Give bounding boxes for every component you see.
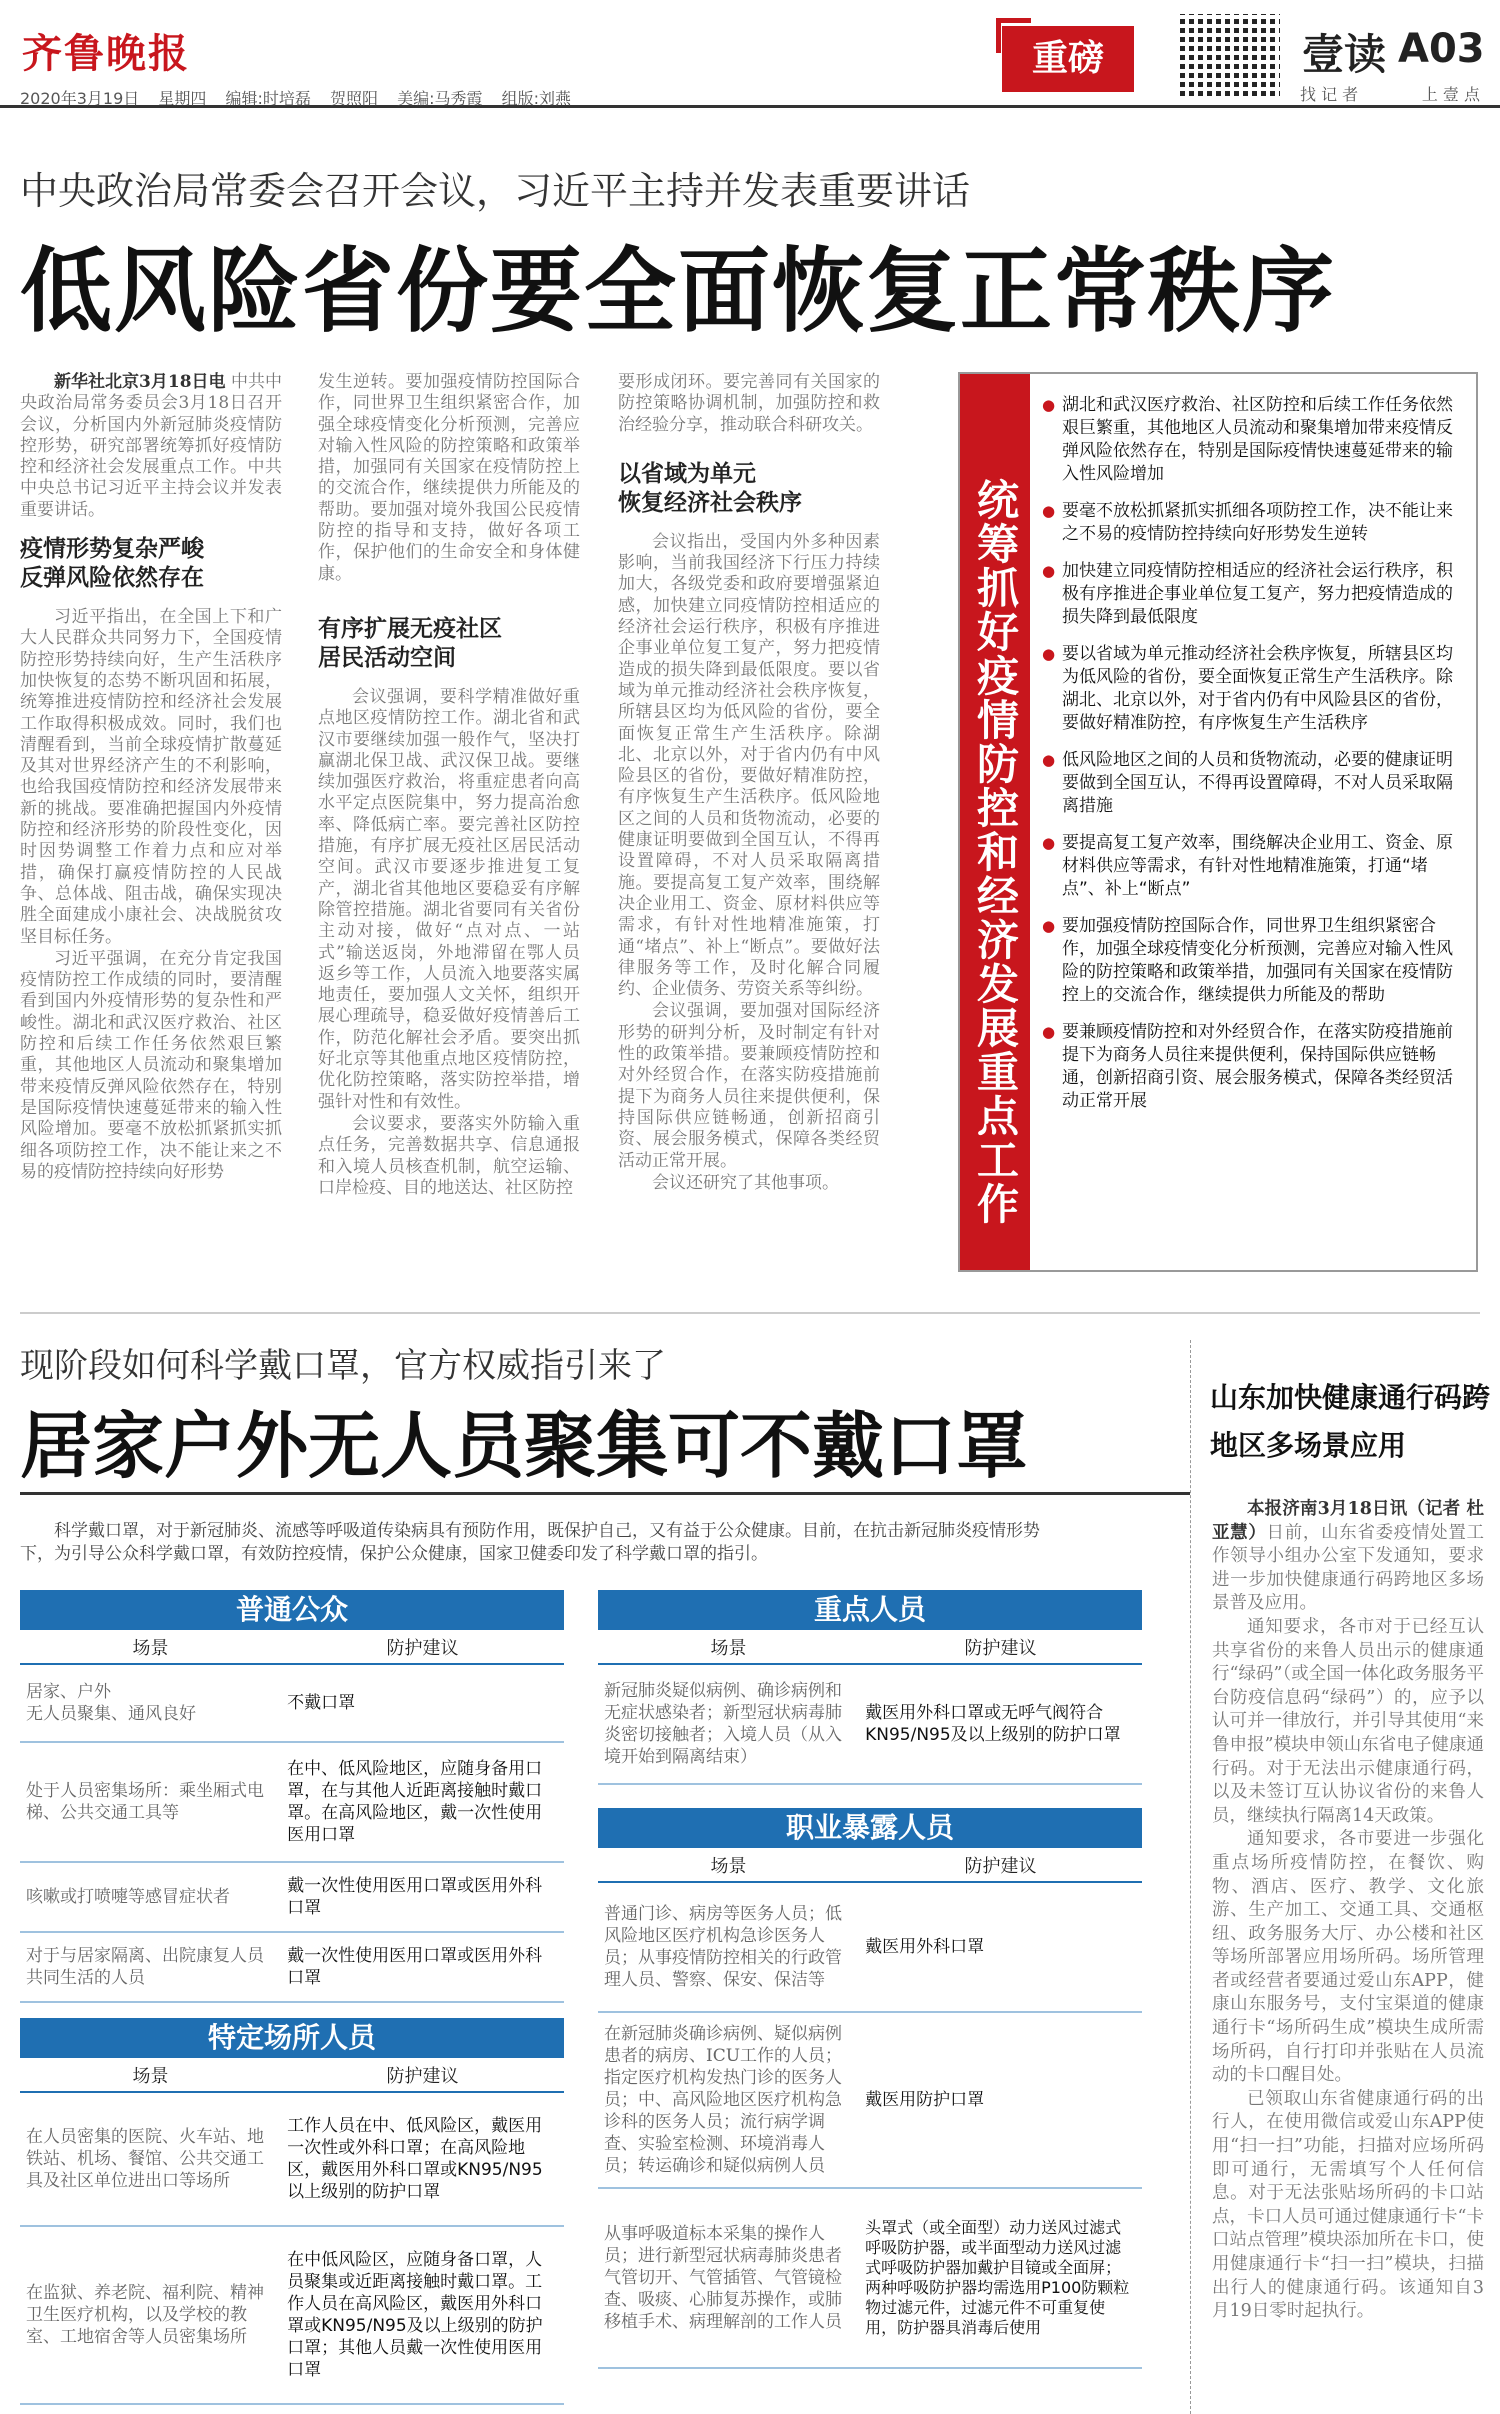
guidance-table	[598, 1848, 1142, 2369]
key-point-item: ● 加快建立同疫情防控相适应的经济社会运行秩序，积极有序推进企事业单位复工复产，努力把疫情造成的损失降到最低限度	[1042, 560, 1468, 629]
scene-cell: 居家、户外 无人员聚集、通风良好	[20, 1664, 281, 1742]
key-points-box	[958, 372, 1478, 1272]
table-row	[20, 2226, 564, 2404]
column-header: 防护建议	[859, 1848, 1142, 1882]
column-header: 防护建议	[281, 2058, 564, 2092]
masthead	[0, 0, 1500, 108]
story1-subhead: 有序扩展无疫社区 居民活动空间	[318, 615, 502, 671]
proofreader-credit: 组版:刘燕	[501, 89, 571, 108]
advice-cell: 头罩式（或全面型）动力送风过滤式呼吸防护器，或半面型动力送风过滤式呼吸防护器加戴护目镜或全面屏；两种呼吸防护器均需选用P100防颗粒物过滤元件，过滤元件不可重复使用，防护器具消毒后使用	[859, 2188, 1142, 2368]
reporter-label: 找 记 者	[1300, 85, 1359, 104]
story2-headline: 居家户外无人员聚集可不戴口罩	[20, 1404, 1029, 1488]
story1-column-2	[318, 372, 580, 1272]
page-section-name: 壹读	[1302, 30, 1387, 79]
mask-table-key-people	[598, 1590, 1142, 1785]
scene-cell: 普通门诊、病房等医务人员；低风险地区医疗机构急诊医务人员；从事疫情防控相关的行政管理人员、警察、保安、保洁等	[598, 1882, 859, 2012]
table-row	[20, 1932, 564, 2002]
sidebar-para: 通知要求，各市要进一步强化重点场所疫情防控，在餐饮、购物、酒店、医疗、教学、文化旅游、生产加工、交通工具、交通枢纽、政务服务大厅、办公楼和社区等场所部署应用场所码。场所管理者或经营者要通过爱山东APP，健康山东服务号，支付宝渠道的健康通行卡“场所码生成”模块生成所需场所码，自行打印并张贴在人员流动的卡口醒目处。	[1212, 1829, 1484, 2086]
story1-para: 会议强调，要加强对国际经济形势的研判分析，及时制定有针对性的政策举措。要兼顾疫情防控和对外经贸合作，在落实防疫措施前提下为商务人员往来提供便利，保持国际供应链畅通，创新招商引资、展会服务模式，保障各类经贸活动正常开展。	[618, 1001, 880, 1171]
dateline	[20, 86, 585, 109]
column-header: 防护建议	[859, 1630, 1142, 1664]
table-title: 重点人员	[598, 1590, 1142, 1630]
advice-cell: 在中、低风险地区，应随身备用口罩，在与其他人近距离接触时戴口罩。在高风险地区，戴一次性使用医用口罩	[281, 1742, 564, 1862]
story1-para: 中共中央政治局常务委员会3月18日召开会议，分析国内外新冠肺炎疫情防控形势，研究部署统筹抓好疫情防控和经济社会发展重点工作。中共中央总书记习近平主持会议并发表重要讲话。	[20, 372, 282, 520]
scene-cell: 处于人员密集场所：乘坐厢式电梯、公共交通工具等	[20, 1742, 281, 1862]
table-row	[20, 1664, 564, 1742]
advice-cell: 戴一次性使用医用口罩或医用外科口罩	[281, 1862, 564, 1932]
sidebar-title: 山东加快健康通行码跨地区多场景应用	[1210, 1381, 1491, 1462]
guidance-table	[20, 1630, 564, 2003]
story1-subhead: 以省域为单元 恢复经济社会秩序	[618, 460, 802, 516]
table-title: 普通公众	[20, 1590, 564, 1630]
reporter-action: 上 壹 点	[1421, 85, 1480, 104]
key-point-item: ● 要加强疫情防控国际合作，同世界卫生组织紧密合作，加强全球疫情变化分析预测，完善应对输入性风险的防控策略和政策举措，加强同有关国家在疫情防控上的交流合作，继续提供力所能及的帮助	[1042, 915, 1468, 1007]
advice-cell: 不戴口罩	[281, 1664, 564, 1742]
editor-credit-2: 贺照阳	[329, 89, 378, 108]
story1-kicker: 中央政治局常委会召开会议，习近平主持并发表重要讲话	[20, 169, 971, 213]
story1-column-1	[20, 372, 282, 1272]
advice-cell: 在中低风险区，应随身备口罩，人员聚集或近距离接触时戴口罩。工作人员在高风险区，戴医用外科口罩或KN95/N95及以上级别的防护口罩；其他人员戴一次性使用医用口罩	[281, 2226, 564, 2404]
page-number: A03	[1398, 26, 1485, 72]
sidebar-para: 通知要求，各市对于已经互认共享省份的来鲁人员出示的健康通行“绿码”（或全国一体化政务服务平台防疫信息码“绿码”）的，应予以认可并一律放行，并引导其使用“来鲁申报”模块申领山东省电子健康通行码。对于无法出示健康通行码，以及未签订互认协议省份的来鲁人员，继续执行隔离14天政策。	[1212, 1616, 1484, 1826]
story2-kicker: 现阶段如何科学戴口罩，官方权威指引来了	[20, 1346, 666, 1386]
sidebar-body	[1212, 1498, 1484, 2408]
story1-para: 习近平指出，在全国上下和广大人民群众共同努力下，全国疫情防控形势持续向好，生产生活秩序加快恢复的态势不断巩固和拓展，统筹推进疫情防控和经济社会发展工作取得积极成效。同时，我们也清醒看到，当前全球疫情扩散蔓延及其对世界经济产生的不利影响，也给我国疫情防控和经济发展带来新的挑战。要准确把握国内外疫情防控和经济形势的阶段性变化，因时因势调整工作着力点和应对举措，确保打赢疫情防控的人民战争、总体战、阻击战，确保实现决胜全面建成小康社会、决战脱贫攻坚目标任务。	[20, 607, 282, 947]
scene-cell: 在监狱、养老院、福利院、精神卫生医疗机构，以及学校的教室、工地宿舍等人员密集场所	[20, 2226, 281, 2404]
story1-para: 习近平强调，在充分肯定我国疫情防控工作成绩的同时，要清醒看到国内外疫情形势的复杂性和严峻性。湖北和武汉医疗救治、社区防控和后续工作任务依然艰巨繁重，其他地区人员流动和聚集增加带来疫情反弹风险依然存在，特别是国际疫情快速蔓延带来的输入性风险增加。要毫不放松抓紧抓实抓细各项防控工作，决不能让来之不易的疫情防控持续向好形势	[20, 948, 282, 1182]
story1-column-3	[618, 372, 880, 1272]
sidebar-divider	[1190, 1340, 1191, 2414]
story1-para: 会议强调，要科学精准做好重点地区疫情防控工作。湖北省和武汉市要继续加强一般作气，坚决打赢湖北保卫战、武汉保卫战。要继续加强医疗救治，将重症患者向高水平定点医院集中，努力提高治愈率、降低病亡率。要完善社区防控措施，有序扩展无疫社区居民活动空间。武汉市要逐步推进复工复产，湖北省其他地区要稳妥有序解除管控措施。湖北省要同有关省份主动对接，做好“点对点、一站式”输送返岗，外地滞留在鄂人员返乡等工作，人员流入地要落实属地责任，要加强人文关怀，组织开展心理疏导，稳妥做好疫情善后工作，防范化解社会矛盾。要突出抓好北京等其他重点地区疫情防控，优化防控策略，落实防控举措，增强针对性和有效性。	[318, 686, 580, 1112]
key-point-item: ● 要兼顾疫情防控和对外经贸合作，在落实防疫措施前提下为商务人员往来提供便利，保持国际供应链畅通，创新招商引资、展会服务模式，保障各类经贸活动正常开展	[1042, 1021, 1468, 1113]
sidebar-byline: 本报济南3月18日讯（记者 杜亚慧）	[1212, 1499, 1484, 1543]
qr-code-icon	[1180, 14, 1280, 100]
story1-para: 要形成闭环。要完善同有关国家的防控策略协调机制，加强防控和救治经验分享，推动联合科研攻关。	[618, 372, 880, 435]
advice-cell: 戴医用外科口罩	[859, 1882, 1142, 2012]
column-header: 防护建议	[281, 1630, 564, 1664]
scene-cell: 在人员密集的医院、火车站、地铁站、机场、餐馆、公共交通工具及社区单位进出口等场所	[20, 2092, 281, 2226]
story1-para: 会议指出，受国内外多种因素影响，当前我国经济下行压力持续加大，各级党委和政府要增强紧迫感，加快建立同疫情防控相适应的经济社会运行秩序，积极有序推进企事业单位复工复产，努力把疫情造成的损失降到最低限度。要以省域为单元推动经济社会秩序恢复，所辖县区均为低风险的省份，要全面恢复正常生产生活秩序。除湖北、北京以外，对于省内仍有中风险县区的省份，要做好精准防控，有序恢复生产生活秩序。低风险地区之间的人员和货物流动，必要的健康证明要做到全国互认，不得再设置障碍，不对人员采取隔离措施。要提高复工复产效率，围绕解决企业用工、资金、原材料供应等需求，有针对性地精准施策，打通“堵点”、补上“断点”。要做好法律服务等工作，及时化解合同履约、企业债务、劳资关系等纠纷。	[618, 531, 880, 1000]
advice-cell: 工作人员在中、低风险区，戴医用一次性或外科口罩；在高风险地区，戴医用外科口罩或KN95/N95以上级别的防护口罩	[281, 2092, 564, 2226]
table-row	[20, 1862, 564, 1932]
scene-cell: 在新冠肺炎确诊病例、疑似病例患者的病房、ICU工作的人员；指定医疗机构发热门诊的医务人员；中、高风险地区医疗机构急诊科的医务人员；流行病学调查、实验室检测、环境消毒人员；转运确诊和疑似病例人员	[598, 2012, 859, 2188]
editor-credit: 编辑:时培磊	[225, 89, 311, 108]
story1-subhead: 疫情形势复杂严峻 反弹风险依然存在	[20, 536, 204, 592]
table-row	[598, 2012, 1142, 2188]
story2-intro: 科学戴口罩，对于新冠肺炎、流感等呼吸道传染病具有预防作用，既保护自己，又有益于公众健康。目前，在抗击新冠肺炎疫情形势下，为引导公众科学戴口罩，有效防控疫情，保护公众健康，国家卫健委印发了科学戴口罩的指引。	[20, 1521, 1040, 1564]
column-header: 场景	[598, 1848, 859, 1882]
column-header: 场景	[20, 2058, 281, 2092]
story1-para: 发生逆转。要加强疫情防控国际合作，同世界卫生组织紧密合作，加强全球疫情变化分析预测，完善应对输入性风险的防控策略和政策举措，加强同有关国家在疫情防控上的交流合作，继续提供力所能及的帮助。要加强对境外我国公民疫情防控的指导和支持，做好各项工作，保护他们的生命安全和身体健康。	[318, 372, 580, 584]
designer-credit: 美编:马秀霞	[397, 89, 483, 108]
key-points-list	[1042, 394, 1468, 1127]
advice-cell: 戴一次性使用医用口罩或医用外科口罩	[281, 1932, 564, 2002]
section-tag: 重磅	[1002, 26, 1134, 92]
issue-weekday: 星期四	[158, 89, 207, 108]
key-point-item: ● 湖北和武汉医疗救治、社区防控和后续工作任务依然艰巨繁重，其他地区人员流动和聚集增加带来疫情反弹风险依然存在，特别是国际疫情快速蔓延带来的输入性风险增加	[1042, 394, 1468, 486]
table-row	[598, 1882, 1142, 2012]
column-header: 场景	[598, 1630, 859, 1664]
mask-table-public	[20, 1590, 564, 2003]
scene-cell: 对于与居家隔离、出院康复人员共同生活的人员	[20, 1932, 281, 2002]
mask-table-occupational	[598, 1808, 1142, 2369]
mask-table-special	[20, 2018, 564, 2405]
table-row	[20, 2092, 564, 2226]
story1-para: 会议还研究了其他事项。	[652, 1172, 839, 1193]
table-title: 职业暴露人员	[598, 1808, 1142, 1848]
section-divider	[20, 1312, 1480, 1314]
scene-cell: 咳嗽或打喷嚏等感冒症状者	[20, 1862, 281, 1932]
issue-date: 2020年3月19日	[20, 89, 140, 108]
key-point-item: ● 低风险地区之间的人员和货物流动，必要的健康证明要做到全国互认，不得再设置障碍，不对人员采取隔离措施	[1042, 749, 1468, 818]
table-title: 特定场所人员	[20, 2018, 564, 2058]
column-header: 场景	[20, 1630, 281, 1664]
table-row	[598, 2188, 1142, 2368]
reporter-contact	[1300, 82, 1480, 105]
story1-dateline: 新华社北京3月18日电	[54, 372, 226, 392]
guidance-table	[598, 1630, 1142, 1785]
key-point-item: ● 要提高复工复产效率，围绕解决企业用工、资金、原材料供应等需求，有针对性地精准施策，打通“堵点”、补上“断点”	[1042, 832, 1468, 901]
story1-headline: 低风险省份要全面恢复正常秩序	[20, 238, 1337, 345]
section-divider	[20, 1492, 1190, 1495]
sidebar-para: 日前，山东省委疫情处置工作领导小组办公室下发通知，要求进一步加快健康通行码跨地区多场景普及应用。	[1212, 1522, 1484, 1614]
scene-cell: 从事呼吸道标本采集的操作人员；进行新型冠状病毒肺炎患者气管切开、气管插管、气管镜检查、吸痰、心肺复苏操作，或肺移植手术、病理解剖的工作人员	[598, 2188, 859, 2368]
scene-cell: 新冠肺炎疑似病例、确诊病例和无症状感染者；新型冠状病毒肺炎密切接触者；入境人员（从入境开始到隔离结束）	[598, 1664, 859, 1784]
story1-para: 会议要求，要落实外防输入重点任务，完善数据共享、信息通报和入境人员核查机制，航空运输、口岸检疫、目的地送达、社区防控	[318, 1113, 580, 1198]
table-row	[20, 1742, 564, 1862]
advice-cell: 戴医用防护口罩	[859, 2012, 1142, 2188]
advice-cell: 戴医用外科口罩或无呼气阀符合KN95/N95及以上级别的防护口罩	[859, 1664, 1142, 1784]
key-point-item: ● 要以省域为单元推动经济社会秩序恢复，所辖县区均为低风险的省份，要全面恢复正常生产生活秩序。除湖北、北京以外，对于省内仍有中风险县区的省份，要做好精准防控，有序恢复生产生活秩序	[1042, 643, 1468, 735]
sidebar-para: 已领取山东省健康通行码的出行人，在使用微信或爱山东APP使用“扫一扫”功能，扫描对应场所码即可通行，无需填写个人任何信息。对于无法张贴场所码的卡口站点，卡口人员可通过健康通行卡“卡口站点管理”模块添加所在卡口，使用健康通行卡“扫一扫”模块，扫描出行人的健康通行码。该通知自3月19日零时起执行。	[1212, 2088, 1484, 2322]
key-point-item: ● 要毫不放松抓紧抓实抓细各项防控工作，决不能让来之不易的疫情防控持续向好形势发生逆转	[1042, 500, 1468, 546]
key-points-banner: 统筹抓好疫情防控和经济发展重点工作	[960, 374, 1030, 1270]
newspaper-logo: 齐鲁晚报	[22, 30, 190, 77]
table-row	[598, 1664, 1142, 1784]
guidance-table	[20, 2058, 564, 2405]
